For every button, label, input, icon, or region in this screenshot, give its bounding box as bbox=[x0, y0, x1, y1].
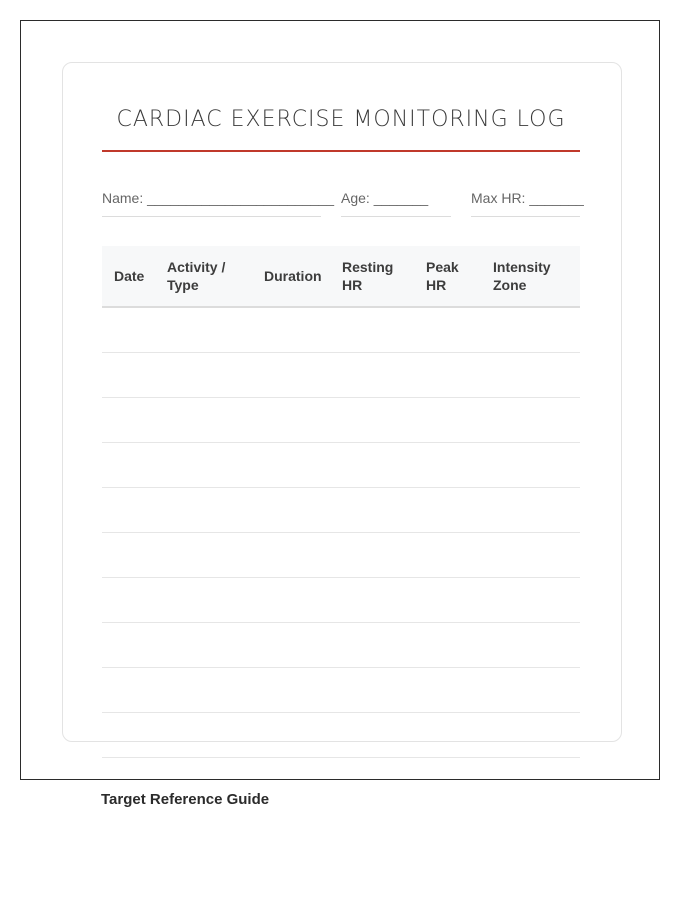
page-title: CARDIAC EXERCISE MONITORING LOG bbox=[116, 107, 566, 132]
column-header-label: HR bbox=[426, 277, 447, 293]
column-header-label: Peak bbox=[426, 259, 459, 275]
column-header-label: Type bbox=[167, 277, 199, 293]
table-row[interactable] bbox=[102, 623, 580, 668]
target-reference-guide-heading: Target Reference Guide bbox=[101, 791, 270, 808]
column-header-label: HR bbox=[342, 277, 363, 293]
table-row[interactable] bbox=[102, 308, 580, 353]
column-header-intensity-zone bbox=[493, 246, 573, 306]
log-content bbox=[102, 21, 584, 780]
column-header-label: Duration bbox=[264, 268, 322, 284]
table-row[interactable] bbox=[102, 713, 580, 758]
table-row[interactable] bbox=[102, 578, 580, 623]
table-row[interactable] bbox=[102, 488, 580, 533]
max-hr-field[interactable]: Max HR: _______ bbox=[471, 190, 580, 217]
table-row[interactable] bbox=[102, 533, 580, 578]
exercise-log-table bbox=[102, 246, 580, 758]
column-header-resting-hr bbox=[342, 246, 412, 306]
column-header-peak-hr bbox=[426, 246, 476, 306]
column-header-label: Intensity bbox=[493, 259, 551, 275]
age-field[interactable]: Age: _______ bbox=[341, 190, 451, 217]
title-divider bbox=[102, 150, 580, 152]
name-field[interactable]: Name: ________________________ bbox=[102, 190, 321, 217]
column-header-label: Activity / bbox=[167, 259, 226, 275]
column-header-label: Resting bbox=[342, 259, 394, 275]
column-header-label: Zone bbox=[493, 277, 527, 293]
column-header-label: Date bbox=[114, 268, 145, 284]
column-header-date bbox=[114, 246, 164, 306]
column-header-duration bbox=[264, 246, 334, 306]
table-row[interactable] bbox=[102, 398, 580, 443]
column-header-activity bbox=[167, 246, 237, 306]
table-row[interactable] bbox=[102, 353, 580, 398]
table-header bbox=[102, 246, 580, 308]
table-row[interactable] bbox=[102, 443, 580, 488]
document-frame bbox=[20, 20, 660, 780]
table-body bbox=[102, 308, 580, 758]
table-row[interactable] bbox=[102, 668, 580, 713]
